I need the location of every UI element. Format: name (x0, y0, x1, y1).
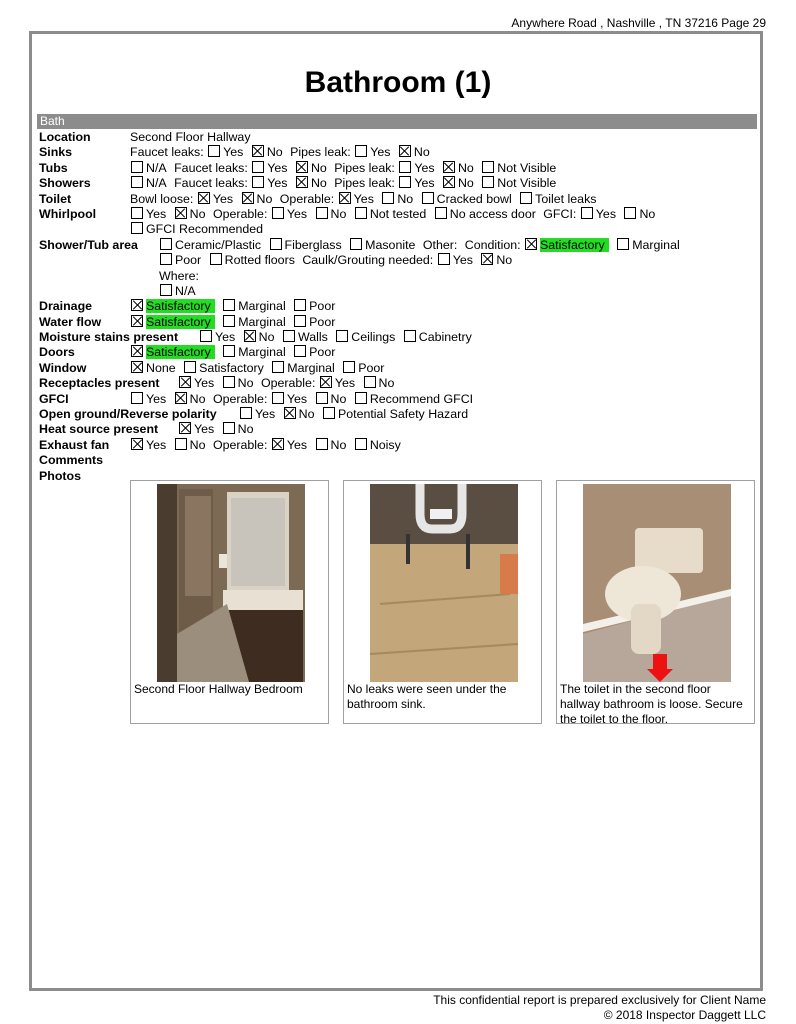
whirlpool-gfci-no-checkbox[interactable] (624, 207, 636, 219)
drainage-satisfactory-checkbox[interactable] (131, 299, 143, 311)
row-water-flow (39, 315, 759, 330)
option-label: No (298, 407, 315, 422)
section-bar-bath: Bath (37, 114, 757, 129)
option-label: N/A (146, 160, 167, 175)
option-label: No (330, 391, 347, 406)
shower-tub-caulk-no-checkbox[interactable] (481, 253, 493, 265)
showers-not-visible-checkbox[interactable] (482, 176, 494, 188)
toilet-cracked-bowl-checkbox[interactable] (422, 192, 434, 204)
option-label: No (413, 145, 430, 160)
toilet-operable-no-checkbox[interactable] (382, 192, 394, 204)
option-label: Satisfactory (146, 315, 215, 329)
page-footer (433, 993, 766, 1023)
option-label: Poor (175, 253, 202, 268)
moisture-ceilings-checkbox[interactable] (336, 330, 348, 342)
option-label: Not tested (369, 206, 427, 221)
location-label: Location (39, 130, 91, 144)
moisture-yes-checkbox[interactable] (200, 330, 212, 342)
whirlpool-operable-label: Operable: (212, 206, 268, 221)
open-ground-no-checkbox[interactable] (284, 407, 296, 419)
option-label: Ceilings (351, 330, 396, 345)
option-label: Masonite (365, 237, 416, 252)
tubs-values (130, 161, 560, 176)
tubs-faucet-label: Faucet leaks: (174, 160, 248, 175)
toilet-label: Toilet (39, 191, 72, 206)
whirlpool-not-tested-checkbox[interactable] (355, 207, 367, 219)
whirlpool-gfci-yes-checkbox[interactable] (581, 207, 593, 219)
option-label: Poor (309, 345, 336, 360)
option-label: Marginal (632, 237, 680, 252)
option-label: No (639, 206, 656, 221)
gfci-operable-label: Operable: (212, 391, 268, 406)
heat-source-values (178, 422, 258, 437)
option-label: Yes (215, 330, 236, 345)
photo-caption-toilet: The toilet in the second floor hallway bathroom is loose. Secure the toilet to the floor. (560, 682, 743, 726)
window-poor-checkbox[interactable] (343, 361, 355, 373)
shower-tub-condition-label: Condition: (464, 237, 521, 252)
receptacles-operable-no-checkbox[interactable] (364, 376, 376, 388)
receptacles-no-checkbox[interactable] (223, 376, 235, 388)
option-label: No (237, 422, 254, 437)
row-location (39, 130, 759, 145)
row-sinks (39, 145, 759, 160)
shower-tub-satisfactory-checkbox[interactable] (525, 238, 537, 250)
option-label: Yes (255, 407, 276, 422)
shower-tub-fiberglass-checkbox[interactable] (270, 238, 282, 250)
moisture-values (199, 330, 476, 345)
showers-values (130, 176, 560, 191)
open-ground-label: Open ground/Reverse polarity (39, 407, 217, 422)
sinks-values (130, 145, 434, 160)
option-label: No (189, 391, 206, 406)
doors-satisfactory-checkbox[interactable] (131, 345, 143, 357)
exhaust-fan-noisy-checkbox[interactable] (355, 438, 367, 450)
option-label: Noisy (369, 437, 401, 452)
row-heat-source (39, 422, 759, 437)
location-value: Second Floor Hallway (130, 130, 251, 144)
option-label: Marginal (238, 314, 286, 329)
moisture-walls-checkbox[interactable] (283, 330, 295, 342)
shower-tub-values (159, 238, 684, 253)
option-label: Poor (309, 299, 336, 314)
option-label: N/A (146, 176, 167, 191)
photo-under-sink (370, 484, 518, 682)
heat-source-no-checkbox[interactable] (223, 422, 235, 434)
water-flow-satisfactory-checkbox[interactable] (131, 315, 143, 327)
option-label: No (310, 176, 327, 191)
window-marginal-checkbox[interactable] (272, 361, 284, 373)
gfci-label: GFCI (39, 391, 69, 406)
shower-tub-label: Shower/Tub area (39, 237, 138, 252)
whirlpool-values (130, 207, 659, 222)
showers-label: Showers (39, 176, 91, 191)
doors-values (130, 345, 339, 360)
tubs-label: Tubs (39, 160, 68, 175)
exhaust-fan-operable-no-checkbox[interactable] (316, 438, 328, 450)
whirlpool-gfci-recommended-checkbox[interactable] (131, 222, 143, 234)
row-shower-tub-na (39, 284, 759, 299)
gfci-operable-no-checkbox[interactable] (316, 392, 328, 404)
option-label: No (258, 330, 275, 345)
showers-pipes-no-checkbox[interactable] (443, 176, 455, 188)
shower-tub-other-label: Other: (422, 237, 458, 252)
shower-tub-poor-checkbox[interactable] (160, 253, 172, 265)
tubs-faucet-yes-checkbox[interactable] (252, 161, 264, 173)
option-label: Yes (286, 391, 308, 406)
tubs-pipes-yes-checkbox[interactable] (399, 161, 411, 173)
photo-caption-hallway: Second Floor Hallway Bedroom (134, 682, 303, 696)
tubs-faucet-no-checkbox[interactable] (296, 161, 308, 173)
comments-label: Comments (39, 453, 104, 468)
shower-tub-na-checkbox[interactable] (160, 284, 172, 296)
option-label: Yes (286, 206, 308, 221)
option-label: Satisfactory (199, 360, 264, 375)
option-label: Ceramic/Plastic (175, 237, 262, 252)
option-label: No (457, 176, 474, 191)
sinks-pipes-no-checkbox[interactable] (399, 145, 411, 157)
whirlpool-label: Whirlpool (39, 206, 97, 221)
row-toilet (39, 192, 759, 207)
footer-copyright: © 2018 Inspector Daggett LLC (603, 1008, 766, 1022)
whirlpool-gfci-label: GFCI: (543, 206, 577, 221)
whirlpool-yes-checkbox[interactable] (131, 207, 143, 219)
tubs-pipes-label: Pipes leak: (334, 160, 395, 175)
whirlpool-no-access-checkbox[interactable] (435, 207, 447, 219)
photos-label: Photos (39, 468, 81, 483)
shower-tub-caulk-label: Caulk/Grouting needed: (302, 253, 434, 268)
exhaust-fan-operable-label: Operable: (212, 437, 268, 452)
row-exhaust-fan (39, 438, 759, 453)
showers-faucet-no-checkbox[interactable] (296, 176, 308, 188)
option-label: Yes (414, 160, 435, 175)
option-label: Not Visible (497, 176, 557, 191)
exhaust-fan-operable-yes-checkbox[interactable] (272, 438, 284, 450)
option-label: Toilet leaks (535, 191, 597, 206)
shower-tub-continued (159, 253, 516, 268)
row-receptacles (39, 376, 759, 391)
open-ground-yes-checkbox[interactable] (240, 407, 252, 419)
tubs-na-checkbox[interactable] (131, 161, 143, 173)
row-open-ground (39, 407, 759, 422)
option-label: Rotted floors (224, 253, 295, 268)
tubs-pipes-no-checkbox[interactable] (443, 161, 455, 173)
option-label: No (189, 206, 206, 221)
option-label: No (237, 376, 254, 391)
option-label: Marginal (287, 360, 335, 375)
option-label: N/A (175, 283, 196, 298)
toilet-leaks-checkbox[interactable] (520, 192, 532, 204)
drainage-poor-checkbox[interactable] (294, 299, 306, 311)
row-whirlpool-cont (39, 222, 759, 237)
option-label: GFCI Recommended (146, 222, 264, 237)
option-label: Yes (212, 191, 234, 206)
exhaust-fan-values (130, 438, 405, 453)
water-flow-poor-checkbox[interactable] (294, 315, 306, 327)
showers-na-checkbox[interactable] (131, 176, 143, 188)
doors-label: Doors (39, 345, 75, 360)
whirlpool-continued (130, 222, 267, 237)
row-comments (39, 453, 759, 468)
option-label: Walls (297, 330, 328, 345)
window-label: Window (39, 360, 87, 375)
option-label: Cabinetry (418, 330, 472, 345)
page-header-address: Anywhere Road , Nashville , TN 37216 Page 29 (511, 16, 766, 30)
photo-caption-sink: No leaks were seen under the bathroom sink. (347, 682, 507, 711)
open-ground-values (239, 407, 472, 422)
photo-hallway-bathroom (157, 484, 305, 682)
row-shower-tub-where (39, 269, 759, 284)
water-flow-label: Water flow (39, 314, 102, 329)
photo-card-hallway (130, 480, 329, 724)
option-label: Yes (353, 191, 374, 206)
showers-pipes-yes-checkbox[interactable] (399, 176, 411, 188)
sinks-pipes-yes-checkbox[interactable] (355, 145, 367, 157)
row-shower-tub-cont (39, 253, 759, 268)
option-label: Yes (452, 253, 473, 268)
option-label: Poor (358, 360, 385, 375)
gfci-yes-checkbox[interactable] (131, 392, 143, 404)
drainage-label: Drainage (39, 299, 93, 314)
option-label: Yes (267, 176, 288, 191)
window-values (130, 361, 388, 376)
option-label: No (397, 191, 414, 206)
water-flow-marginal-checkbox[interactable] (223, 315, 235, 327)
option-label: Fiberglass (284, 237, 342, 252)
gfci-operable-yes-checkbox[interactable] (272, 392, 284, 404)
toilet-operable-label: Operable: (279, 191, 335, 206)
option-label: Poor (309, 314, 336, 329)
option-label: Potential Safety Hazard (337, 407, 469, 422)
shower-tub-masonite-checkbox[interactable] (350, 238, 362, 250)
option-label: Not Visible (497, 160, 557, 175)
toilet-operable-yes-checkbox[interactable] (339, 192, 351, 204)
option-label: No (378, 376, 395, 391)
option-label: Yes (370, 145, 391, 160)
tubs-not-visible-checkbox[interactable] (482, 161, 494, 173)
drainage-marginal-checkbox[interactable] (223, 299, 235, 311)
row-gfci (39, 392, 759, 407)
option-label: Yes (334, 376, 356, 391)
toilet-values (130, 192, 600, 207)
row-drainage (39, 299, 759, 314)
option-label: No (330, 437, 347, 452)
receptacles-label: Receptacles present (39, 376, 160, 391)
option-label: Yes (595, 206, 617, 221)
shower-tub-rotted-checkbox[interactable] (210, 253, 222, 265)
receptacles-values (178, 376, 398, 391)
gfci-recommend-checkbox[interactable] (355, 392, 367, 404)
shower-tub-caulk-yes-checkbox[interactable] (438, 253, 450, 265)
row-showers (39, 176, 759, 191)
option-label: Yes (223, 145, 244, 160)
option-label: No access door (449, 206, 536, 221)
moisture-cabinetry-checkbox[interactable] (404, 330, 416, 342)
row-doors (39, 345, 759, 360)
doors-marginal-checkbox[interactable] (223, 345, 235, 357)
water-flow-values (130, 315, 339, 330)
window-none-checkbox[interactable] (131, 361, 143, 373)
heat-source-yes-checkbox[interactable] (179, 422, 191, 434)
row-shower-tub-area (39, 238, 759, 253)
inspection-rows (39, 130, 759, 484)
option-label: Yes (267, 160, 288, 175)
moisture-no-checkbox[interactable] (244, 330, 256, 342)
receptacles-operable-yes-checkbox[interactable] (320, 376, 332, 388)
option-label: No (189, 437, 206, 452)
option-label: Satisfactory (146, 345, 215, 359)
option-label: Yes (286, 437, 308, 452)
whirlpool-operable-yes-checkbox[interactable] (272, 207, 284, 219)
sinks-faucet-no-checkbox[interactable] (252, 145, 264, 157)
whirlpool-operable-no-checkbox[interactable] (316, 207, 328, 219)
heat-source-label: Heat source present (39, 422, 159, 437)
option-label: No (330, 206, 347, 221)
photo-card-toilet (556, 480, 755, 724)
toilet-bowl-yes-checkbox[interactable] (198, 192, 210, 204)
exhaust-fan-label: Exhaust fan (39, 437, 110, 452)
option-label: Yes (194, 376, 215, 391)
option-label: Recommend GFCI (369, 391, 474, 406)
receptacles-operable-label: Operable: (260, 376, 316, 391)
option-label: Yes (146, 391, 167, 406)
option-label: No (256, 191, 273, 206)
option-label: Marginal (238, 345, 286, 360)
doors-poor-checkbox[interactable] (294, 345, 306, 357)
option-label: Yes (194, 422, 215, 437)
row-tubs (39, 161, 759, 176)
page-title: Bathroom (1) (304, 66, 492, 99)
row-moisture-stains (39, 330, 759, 345)
toilet-bowl-no-checkbox[interactable] (242, 192, 254, 204)
option-label: Yes (146, 437, 167, 452)
photo-card-sink (343, 480, 542, 724)
showers-pipes-label: Pipes leak: (334, 176, 395, 191)
sinks-faucet-label: Faucet leaks: (130, 145, 204, 160)
sinks-pipes-label: Pipes leak: (290, 145, 351, 160)
gfci-values (130, 392, 477, 407)
shower-tub-marginal-checkbox[interactable] (617, 238, 629, 250)
option-label: No (266, 145, 283, 160)
exhaust-fan-yes-checkbox[interactable] (131, 438, 143, 450)
row-window (39, 361, 759, 376)
option-label: No (496, 253, 513, 268)
open-ground-hazard-checkbox[interactable] (323, 407, 335, 419)
moisture-label: Moisture stains present (39, 330, 179, 345)
row-whirlpool (39, 207, 759, 222)
showers-faucet-label: Faucet leaks: (174, 176, 248, 191)
option-label: Satisfactory (146, 299, 215, 313)
option-label: No (457, 160, 474, 175)
footer-confidential: This confidential report is prepared exclusively for Client Name (433, 993, 766, 1007)
receptacles-yes-checkbox[interactable] (179, 376, 191, 388)
photo-loose-toilet (583, 484, 731, 682)
option-label: Yes (414, 176, 435, 191)
sinks-label: Sinks (39, 145, 73, 160)
option-label: None (146, 360, 176, 375)
toilet-bowl-loose-label: Bowl loose: (130, 191, 194, 206)
shower-tub-ceramic-checkbox[interactable] (160, 238, 172, 250)
option-label: Marginal (238, 299, 286, 314)
option-label: Satisfactory (540, 238, 609, 252)
option-label: Cracked bowl (436, 191, 512, 206)
option-label: Yes (146, 206, 167, 221)
sinks-faucet-yes-checkbox[interactable] (208, 145, 220, 157)
exhaust-fan-no-checkbox[interactable] (175, 438, 187, 450)
drainage-values (130, 299, 339, 314)
whirlpool-no-checkbox[interactable] (175, 207, 187, 219)
showers-faucet-yes-checkbox[interactable] (252, 176, 264, 188)
window-satisfactory-checkbox[interactable] (184, 361, 196, 373)
option-label: No (310, 160, 327, 175)
gfci-no-checkbox[interactable] (175, 392, 187, 404)
shower-tub-na (159, 284, 200, 299)
shower-tub-where-label: Where: (159, 268, 199, 283)
